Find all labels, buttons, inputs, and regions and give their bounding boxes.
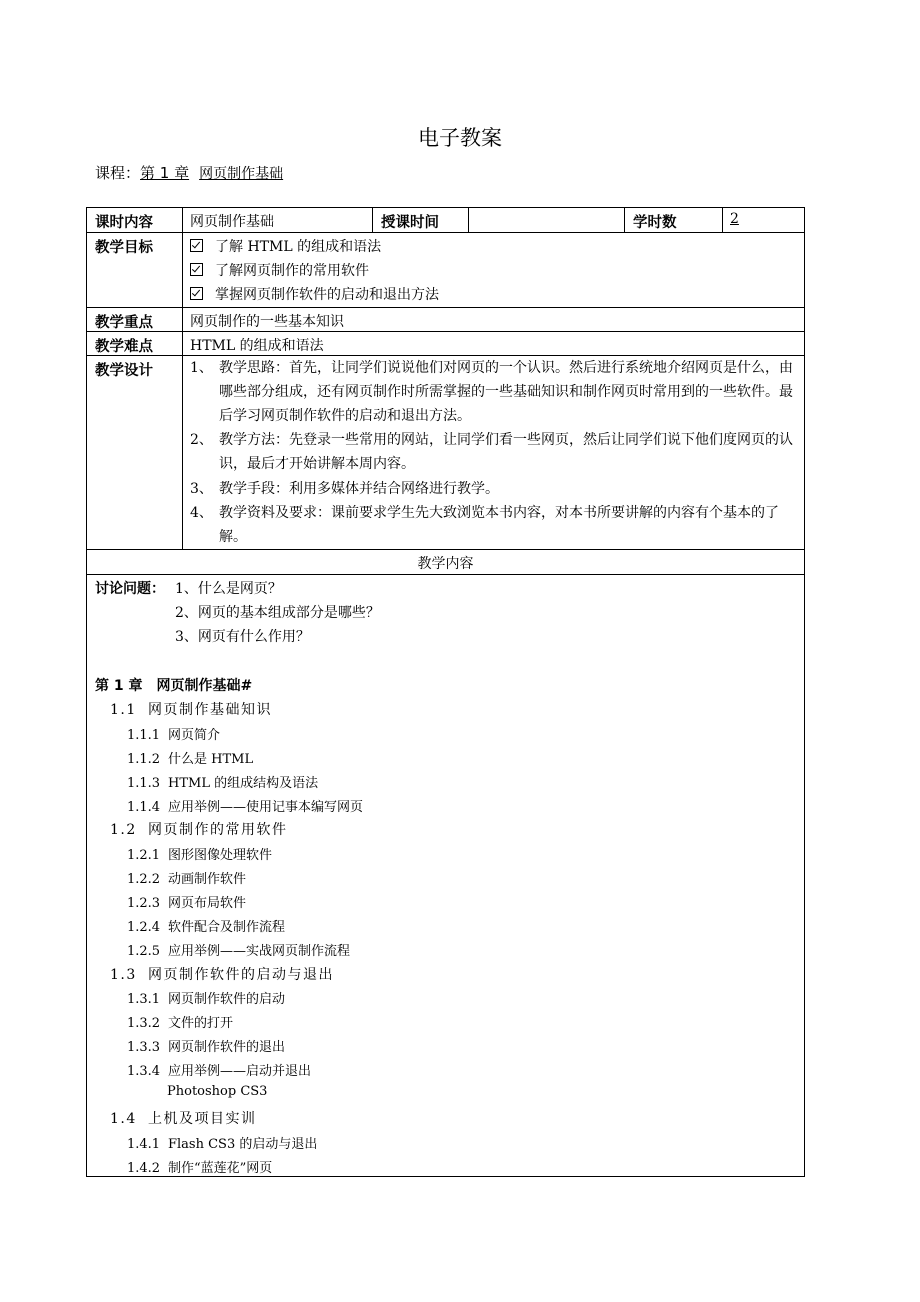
label-goals: 教学目标 [95, 240, 153, 256]
toc-subsection [127, 724, 220, 743]
column-divider [182, 207, 183, 549]
toc-number: 1.2 [110, 822, 137, 838]
course-line [95, 162, 311, 183]
column-divider [624, 207, 625, 232]
toc-title: 网页简介 [168, 728, 221, 743]
class-content-value: 网页制作基础 [190, 214, 274, 230]
toc-title: 图形图像处理软件 [168, 848, 273, 863]
label-difficulty: 教学难点 [95, 339, 153, 355]
toc-number: 1.4.2 [127, 1161, 161, 1176]
toc-section [110, 964, 334, 984]
toc-number: 1.3 [110, 967, 137, 983]
toc-number: 1.3.3 [127, 1040, 161, 1055]
toc-title: 上机及项目实训 [148, 1111, 257, 1127]
toc-title: 应用举例——使用记事本编写网页 [168, 800, 364, 815]
label-design: 教学设计 [95, 363, 153, 379]
toc-subsection [127, 844, 272, 863]
toc-subsection [127, 1133, 317, 1152]
toc-number: 1.1.2 [127, 752, 161, 767]
toc-number: 1.3.2 [127, 1016, 161, 1031]
toc-number: 1.1.3 [127, 776, 161, 791]
content-header: 教学内容 [417, 556, 474, 572]
toc-subsection [127, 868, 246, 887]
column-divider [372, 207, 373, 232]
row-divider [86, 232, 805, 233]
toc-number: 1.2.5 [127, 944, 161, 959]
design-item [190, 356, 800, 428]
course-label: 课程： [95, 164, 141, 182]
toc-title: 文件的打开 [168, 1016, 234, 1031]
checkbox-icon [190, 263, 203, 276]
goal-text: 了解 HTML 的组成和语法 [215, 239, 382, 255]
design-item [190, 428, 800, 476]
toc-subsection [127, 892, 246, 911]
discussion-question: 3、网页有什么作用？ [175, 629, 310, 645]
toc-subsection [127, 988, 285, 1007]
toc-number: 1.2.3 [127, 896, 161, 911]
toc-title: 网页制作软件的启动 [168, 992, 286, 1007]
column-divider [722, 207, 723, 232]
toc-title: 应用举例——启动并退出 [168, 1064, 312, 1079]
row-divider [86, 574, 805, 575]
toc-number: 1.1.4 [127, 800, 161, 815]
goal-text: 掌握网页制作软件的启动和退出方法 [215, 287, 439, 303]
toc-section [110, 819, 288, 839]
toc-subsection [127, 748, 253, 767]
design-item [190, 477, 800, 501]
toc-number: 1.3.1 [127, 992, 161, 1007]
document-title: 电子教案 [418, 126, 502, 150]
toc-number: 1.4 [110, 1111, 137, 1127]
toc-title: 什么是 HTML [168, 752, 254, 767]
toc-continuation [167, 1084, 267, 1099]
toc-subsection [127, 772, 318, 791]
label-class-content: 课时内容 [95, 215, 153, 231]
toc-title: 制作“蓝莲花”网页 [168, 1161, 273, 1176]
toc-title: HTML 的组成结构及语法 [168, 776, 319, 791]
checkbox-icon [190, 287, 203, 300]
toc-title: 网页布局软件 [168, 896, 247, 911]
toc-title: 软件配合及制作流程 [168, 920, 286, 935]
row-divider [86, 331, 805, 332]
toc-title: 网页制作软件的启动与退出 [148, 967, 334, 983]
design-item-text: 教学思路：首先，让同学们说说他们对网页的一个认识。然后进行系统地介绍网页是什么，由哪些部分组成，还有网页制作时所需掌握的一些基础知识和制作网页时常用到的一些软件。最后学习网页制作软件的启动和退出方法。 [219, 360, 793, 424]
course-name: 网页制作基础 [199, 166, 284, 182]
toc-title: 网页制作基础知识 [148, 702, 272, 718]
toc-number: 1.1.1 [127, 728, 161, 743]
goal-text: 了解网页制作的常用软件 [215, 263, 369, 279]
design-item-number: 4、 [190, 505, 213, 521]
goal-item [190, 284, 439, 304]
toc-number: 1.2.1 [127, 848, 161, 863]
hours-value: 2 [730, 211, 739, 227]
toc-title: 应用举例——实战网页制作流程 [168, 944, 351, 959]
design-item-text: 教学手段：利用多媒体并结合网络进行教学。 [219, 481, 499, 497]
label-teaching-time: 授课时间 [381, 215, 439, 231]
discussion-question: 2、网页的基本组成部分是哪些？ [175, 605, 380, 621]
toc-title: Flash CS3 的启动与退出 [168, 1137, 318, 1152]
toc-subsection [127, 796, 363, 815]
focus-text: 网页制作的一些基本知识 [190, 314, 344, 330]
toc-subsection [127, 940, 350, 959]
design-item-text: 教学资料及要求：课前要求学生先大致浏览本书内容，对本书所要讲解的内容有个基本的了解。 [219, 505, 779, 545]
goal-item [190, 236, 381, 256]
design-item-number: 1、 [190, 360, 213, 376]
label-hours: 学时数 [633, 215, 677, 231]
toc-subsection [127, 1036, 285, 1055]
toc-subsection [127, 1060, 311, 1079]
design-item-number: 2、 [190, 432, 213, 448]
goal-item [190, 260, 369, 280]
row-divider [86, 549, 805, 550]
toc-subsection [127, 1012, 233, 1031]
design-item [190, 501, 800, 549]
toc-subsection [127, 916, 285, 935]
toc-number: 1.2.4 [127, 920, 161, 935]
design-item-text: 教学方法：先登录一些常用的网站，让同学们看一些网页，然后让同学们说下他们度网页的认识，最后才开始讲解本周内容。 [219, 432, 793, 472]
toc-title: 网页制作软件的退出 [168, 1040, 286, 1055]
toc-number: 1.1 [110, 702, 137, 718]
discussion-question: 1、什么是网页？ [175, 581, 282, 597]
toc-title: 网页制作的常用软件 [148, 822, 288, 838]
chapter-heading: 第 1 章 网页制作基础# [95, 678, 253, 694]
discussion-label: 讨论问题： [95, 581, 165, 597]
toc-section [110, 699, 272, 719]
toc-number: 1.2.2 [127, 872, 161, 887]
toc-title: 动画制作软件 [168, 872, 247, 887]
difficulty-text: HTML 的组成和语法 [190, 338, 324, 354]
row-divider [86, 307, 805, 308]
column-divider [468, 207, 469, 232]
design-item-number: 3、 [190, 481, 213, 497]
toc-title: Photoshop CS3 [167, 1084, 268, 1099]
course-chapter: 第 1 章 [140, 164, 190, 182]
toc-section [110, 1108, 257, 1128]
label-focus: 教学重点 [95, 315, 153, 331]
course-value [140, 164, 311, 182]
checkbox-icon [190, 239, 203, 252]
toc-number: 1.4.1 [127, 1137, 161, 1152]
toc-subsection [127, 1157, 272, 1176]
toc-number: 1.3.4 [127, 1064, 161, 1079]
